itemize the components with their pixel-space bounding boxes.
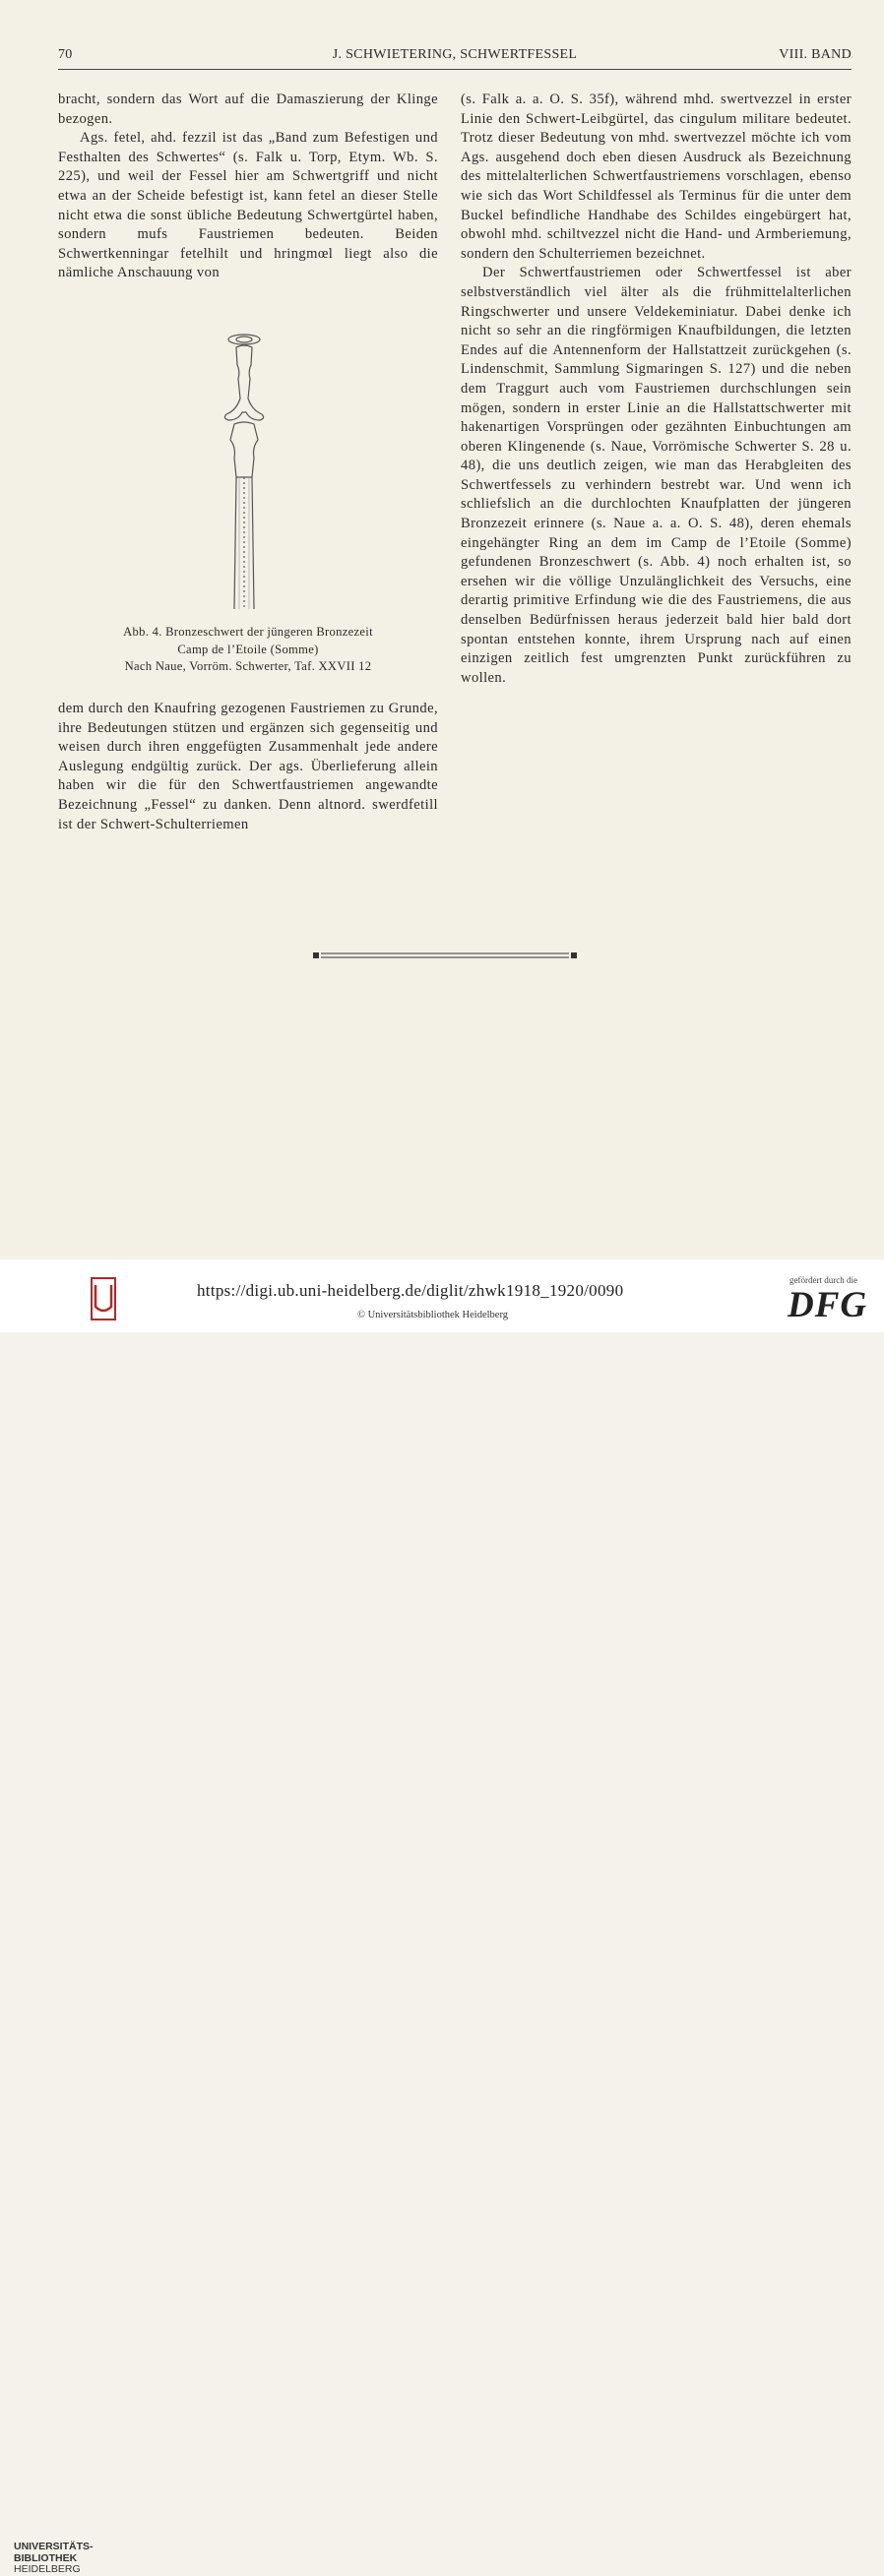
copyright-notice: © Universitätsbibliothek Heidelberg (357, 1310, 509, 1320)
sword-illustration (197, 330, 295, 615)
funding-note: gefördert durch die (789, 1275, 857, 1285)
permalink-url[interactable]: https://digi.ub.uni-heidelberg.de/diglit/zhwk1918_1920/0090 (197, 1281, 624, 1300)
left-column-bottom (58, 700, 438, 834)
caption-line: Abb. 4. Bronzeschwert der jüngeren Bronzezeit (123, 625, 373, 639)
header-rule (58, 69, 852, 70)
paragraph: dem durch den Knaufring gezogenen Faustriemen zu Grunde, ihre Bedeutungen stützen und ergänzen sich gegenseitig und weisen durch ihren enggefügten Zusammenhalt jede andere Auslegung endgültig zurück. Der ags. Überlieferung allein haben wir die für den Schwertfaustriemen angewandte Bezeichnung „Fessel“ zu danken. Denn altnord. swerdfetill ist der Schwert-Schulterriemen (58, 701, 438, 832)
running-title: J. SCHWIETERING, SCHWERTFESSEL (332, 47, 578, 62)
library-line: UNIVERSITÄTS- (14, 2541, 94, 2552)
paragraph: bracht, sondern das Wort auf die Damaszierung der Klinge bezogen. (58, 92, 438, 127)
scanned-page (0, 0, 884, 1259)
volume-label: VIII. BAND (779, 47, 852, 62)
figure-caption (58, 624, 438, 676)
library-logo-icon (91, 1277, 116, 1320)
library-line: BIBLIOTHEK (14, 2551, 78, 2564)
right-column (461, 91, 852, 688)
library-line: HEIDELBERG (14, 2563, 81, 2575)
dfg-logo[interactable]: DFG (788, 1285, 868, 1325)
library-name (14, 2542, 94, 2576)
paragraph: Der Schwertfaustriemen oder Schwertfessel ist aber selbstverständlich viel älter als die frühmittelalterlichen Ringschwerter und unsere Veldekeminiatur. Dabei denke ich nicht so sehr an die ringförmigen Knaufbildungen, die letzten Endes auf die Antennenform der Hallstattzeit zurückgehen (s. Lindenschmit, Sammlung Sigmaringen S. 127) und die neben dem Traggurt auch vom Faustriemen durchschlungen sein mögen, sondern in erster Linie an die Hallstattschwerter mit hakenartigen Vorsprüngen oder gezähnten Einbuchtungen am oberen Klingenende (s. Naue, Vorrömische Schwerter S. 28 u. 48), die uns deutlich zeigen, wie man das Herabgleiten des Schwertfessels zu verhindern bestrebt war. Und wenn ich schliefslich an die durchlochten Knaufplatten der jüngeren Bronzezeit erinnere (s. Naue a. a. O. S. 48), deren ehemals eingehängter Ring an dem im Camp de l’Etoile (Somme) gefundenen Bronzeschwert (s. Abb. 4) noch erhalten ist, so ersehen wir die völlige Unzulänglichkeit des Versuchs, eine derartig primitive Erfindung wie die des Faustriemens, die aus denselben Bedürfnissen heraus jederzeit bald hier bald dort spontan entstehen konnte, ihrem Ursprung nach auf einen einzigen zeitlich fest umgrenzten Punkt zurückführen zu wollen. (461, 265, 852, 686)
caption-line: Camp de l’Etoile (Somme) (177, 642, 319, 656)
paragraph: (s. Falk a. a. O. S. 35f), während mhd. swertvezzel in erster Linie den Schwert-Leibgürtel, das cingulum militare bedeutet. Trotz dieser Bedeutung von mhd. swertvezzel möchte ich vom Ags. ausgehend doch eben diesen Ausdruck als Bezeichnung des mittelalterlichen Schwertfaustriemens vorschlagen, ebenso wie sich das Wort Schildfessel als Terminus für die unter dem Buckel befindliche Handhabe des Schildes eingebürgert hat, obwohl mhd. schiltvezzel nicht die Hand- und Armberiemung, sondern den Schulterriemen bezeichnet. (461, 92, 852, 262)
page-number: 70 (58, 47, 73, 62)
caption-line: Nach Naue, Vorröm. Schwerter, Taf. XXVII 12 (124, 659, 372, 673)
running-header (58, 47, 852, 69)
left-column-top (58, 91, 438, 283)
end-ornament-rule (313, 951, 577, 960)
paragraph: Ags. fetel, ahd. fezzil ist das „Band zum Befestigen und Festhalten des Schwertes“ (s. Falk u. Torp, Etym. Wb. S. 225), und weil der Fessel hier am Schwertgriff und nicht etwa an der Scheide befestigt ist, kann fetel an dieser Stelle nicht etwa die sonst übliche Bedeutung Schwertgürtel haben, sondern mufs Faustriemen bedeuten. Beiden Schwertkenningar fetelhilt und hringmœl liegt also die nämliche Anschauung von (58, 130, 438, 281)
